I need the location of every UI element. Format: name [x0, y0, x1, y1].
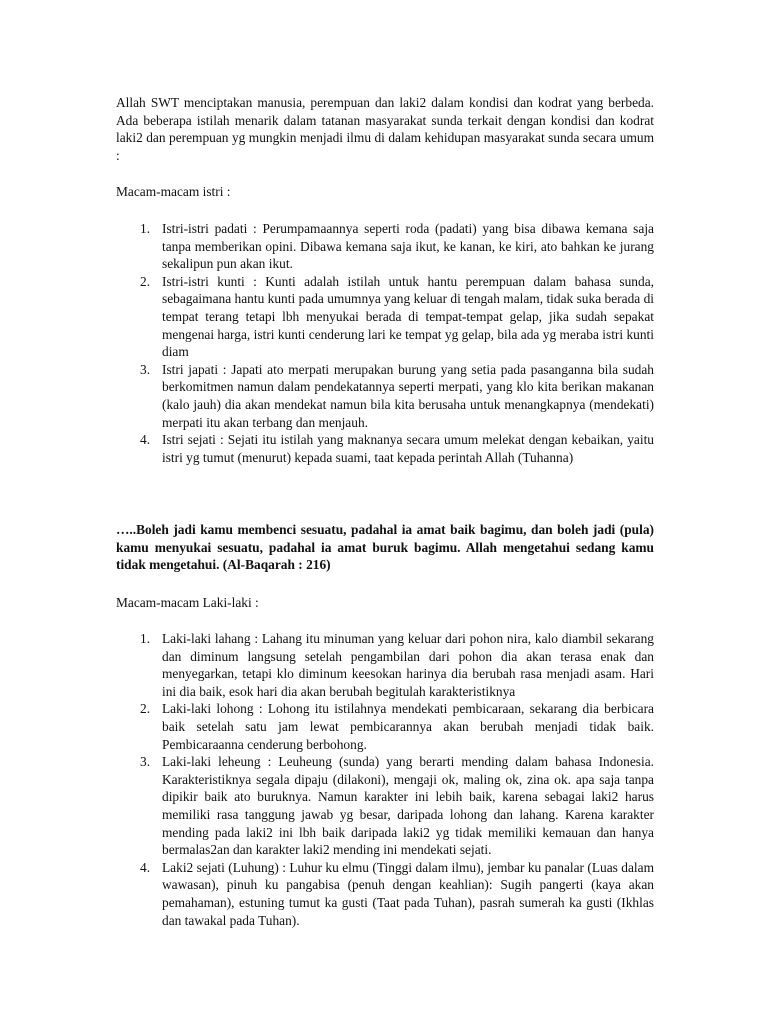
list-number: 2. [140, 701, 151, 717]
list-number: 1. [140, 631, 151, 646]
list-number: 3. [140, 361, 151, 377]
list-item-text: Laki-laki lahang : Lahang itu minuman yang keluar dari pohon nira, kalo diambil sekarang dan diminum langsung setelah pengambilan dari pohon dia akan terasa enak dan menyegarkan, tetapi klo diminum keesokan harinya dia berubah rasa menjadi asam. Hari ini dia baik, esok hari dia akan berubah begitulah karakteristiknya [162, 631, 654, 699]
list-item-text: Istri japati : Japati ato merpati merupakan burung yang setia pada pasanganna bila sudah berkomitmen namun dalam pendekatannya seperti merpati, yang klo kita berikan makanan (kalo jauh) dia akan mendekat namun bila kita berusaha untuk menangkapnya (mendekati) merpati itu akan terbang dan menjauh. [162, 361, 654, 430]
quote-paragraph: …..Boleh jadi kamu membenci sesuatu, padahal ia amat baik bagimu, dan boleh jadi (pula) kamu menyukai sesuatu, padahal ia amat buruk bagimu. Allah mengetahui sedang kamu tidak mengetahui. (Al-Baqarah : 216) [116, 522, 654, 573]
list-number: 4. [140, 432, 151, 448]
list-item [116, 431, 654, 466]
list-number: 4. [140, 859, 151, 875]
list-item [116, 361, 654, 431]
list-item [116, 630, 654, 700]
list-number: 3. [140, 754, 151, 770]
laki-heading: Macam-macam Laki-laki : [116, 595, 259, 610]
list-item-text: Istri sejati : Sejati itu istilah yang maknanya secara umum melekat dengan kebaikan, yaitu istri yg tumut (menurut) kepada suami, taat kepada perintah Allah (Tuhanna) [162, 432, 654, 465]
list-item-text: Istri-istri padati : Perumpamaannya seperti roda (padati) yang bisa dibawa kemana saja tanpa memberikan opini. Dibawa kemana saja ikut, ke kanan, ke kiri, ato bahkan ke jurang sekalipun pun akan ikut. [162, 221, 654, 272]
list-item [116, 700, 654, 753]
istri-list [116, 220, 654, 466]
list-item [116, 859, 654, 929]
list-number: 1. [140, 221, 151, 236]
laki-list [116, 630, 654, 929]
list-item [116, 220, 654, 273]
list-item [116, 273, 654, 361]
list-item [116, 753, 654, 859]
list-item-text: Laki2 sejati (Luhung) : Luhur ku elmu (Tinggi dalam ilmu), jembar ku panalar (Luas dalam wawasan), pinuh ku pangabisa (penuh dengan keahlian): Sugih pangerti (kaya akan pemahaman), estuning tumut ka gusti (Taat pada Tuhan), pasrah sumerah ka gusti (Ikhlas dan tawakal pada Tuhan). [162, 859, 654, 928]
istri-heading: Macam-macam istri : [116, 184, 231, 199]
list-item-text: Laki-laki lohong : Lohong itu istilahnya mendekati pembicaraan, sekarang dia berbicara baik setelah satu jam lewat pembicarannya akan berubah menjadi tidak baik. Pembicaraanna cenderung berbohong. [162, 701, 654, 752]
list-number: 2. [140, 273, 151, 289]
list-item-text: Laki-laki leheung : Leuheung (sunda) yang berarti mending dalam bahasa Indonesia. Karakteristiknya segala dipaju (dilakoni), mengaji ok, maling ok, zina ok. apa saja tanpa dipikir baik ato buruknya. Namun karakter ini lebih baik, karena sebagai laki2 harus memiliki rasa tanggung jawab yg besar, daripada lohong dan lahang. Karena karakter mending pada laki2 ini lbh baik daripada laki2 yg tidak memiliki kemauan dan hanya bermalas2an dan karakter laki2 mending ini mendekati sejati. [162, 754, 654, 858]
list-item-text: Istri-istri kunti : Kunti adalah istilah untuk hantu perempuan dalam bahasa sunda, sebagaimana hantu kunti pada umumnya yang keluar di tengah malam, tidak suka berada di tempat terang tetapi lbh menyukai berada di tempat-tempat gelap, jika sudah sepakat mengenai harga, istri kunti cenderung lari ke tempat yg gelap, bila ada yg meraba istri kunti diam [162, 273, 654, 360]
intro-paragraph: Allah SWT menciptakan manusia, perempuan dan laki2 dalam kondisi dan kodrat yang berbeda. Ada beberapa istilah menarik dalam tatanan masyarakat sunda terkait dengan kondisi dan kodrat laki2 dan perempuan yg mungkin menjadi ilmu di dalam kehidupan masyarakat sunda secara umum : [116, 95, 654, 163]
